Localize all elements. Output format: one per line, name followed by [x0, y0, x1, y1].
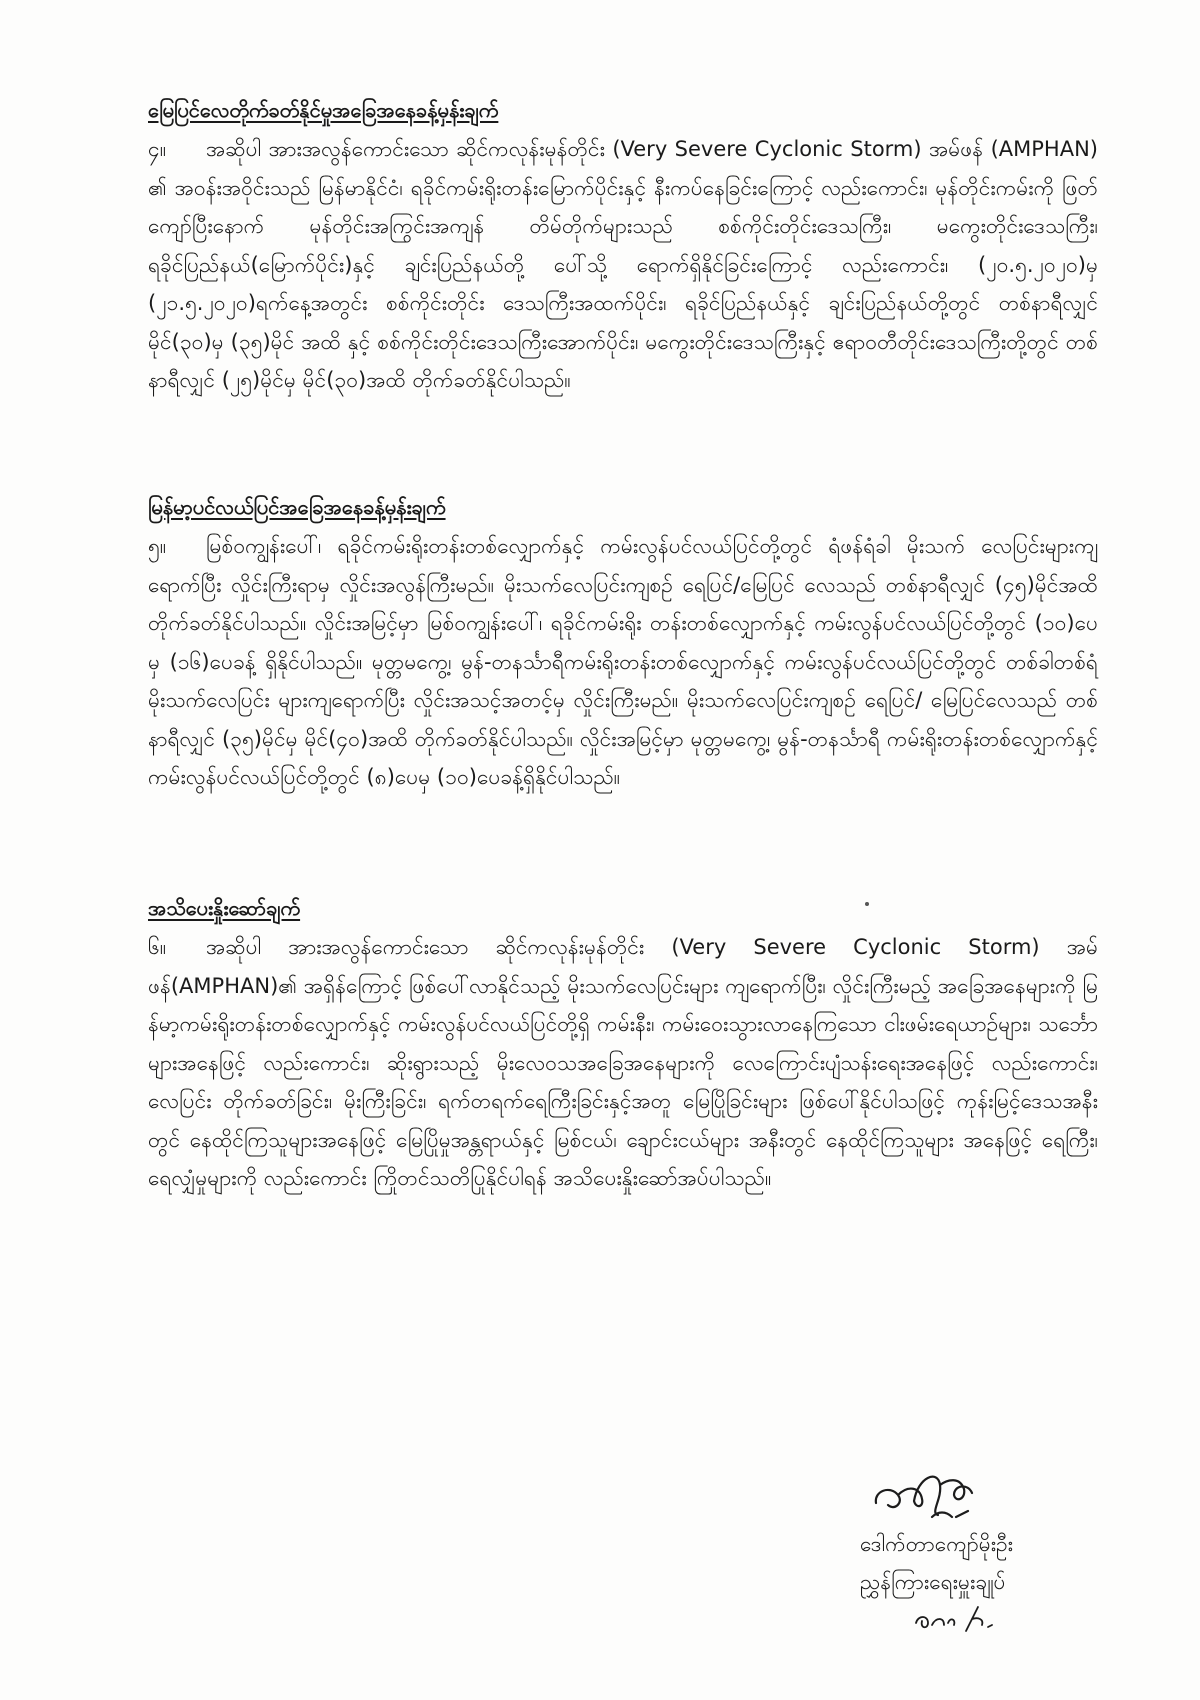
handwritten-signature-icon	[868, 1455, 988, 1525]
paragraph-number: ၅။	[148, 534, 167, 558]
section-paragraph	[148, 527, 1098, 797]
section-paragraph	[148, 130, 1098, 400]
signatory-title: ညွှန်ကြားရေးမှူးချုပ်	[860, 1570, 1006, 1594]
paragraph-text: အဆိုပါ အားအလွန်ကောင်းသော ဆိုင်ကလုန်းမုန်တိုင်း (Very Severe Cyclonic Storm) အမ်ဖန်(AMPHAN)၏ အရှိန်ကြောင့် ဖြစ်ပေါ်လာနိုင်သည့် မိုးသက်လေပြင်းများ ကျရောက်ပြီး၊ လှိုင်းကြီးမည့် အခြေအနေများကို မြန်မာ့ကမ်းရိုးတန်းတစ်လျှောက်နှင့် ကမ်းလွန်ပင်လယ်ပြင်တို့ရှိ ကမ်းနီး၊ ကမ်းဝေးသွားလာနေကြသော ငါးဖမ်းရေယာဉ်များ၊ သင်္ဘောများအနေဖြင့် လည်းကောင်း၊ ဆိုးရွားသည့် မိုးလေဝသအခြေအနေများကို လေကြောင်းပျံသန်းရေးအနေဖြင့် လည်းကောင်း၊ လေပြင်း တိုက်ခတ်ခြင်း၊ မိုးကြီးခြင်း၊ ရက်တရက်ရေကြီးခြင်းနှင့်အတူ မြေပြိုခြင်းများ ဖြစ်ပေါ်နိုင်ပါသဖြင့် ကုန်းမြင့်ဒေသအနီးတွင် နေထိုင်ကြသူများအနေဖြင့် မြေပြိုမှုအန္တရာယ်နှင့် မြစ်ငယ်၊ ချောင်းငယ်များ အနီးတွင် နေထိုင်ကြသူများ အနေဖြင့် ရေကြီး၊ ရေလျှံမှုများကို လည်းကောင်း ကြိုတင်သတိပြုနိုင်ပါရန် အသိပေးနှိုးဆော်အပ်ပါသည်။	[148, 935, 1098, 1190]
section-heading: မြန်မာ့ပင်လယ်ပြင်အခြေအနေခန့်မှန်းချက်	[148, 495, 446, 519]
paragraph-text: အဆိုပါ အားအလွန်ကောင်းသော ဆိုင်ကလုန်းမုန်တိုင်း (Very Severe Cyclonic Storm) အမ်ဖန် (AMPHAN) ၏ အဝန်းအဝိုင်းသည် မြန်မာနိုင်ငံ၊ ရခိုင်ကမ်းရိုးတန်းမြောက်ပိုင်းနှင့် နီးကပ်နေခြင်းကြောင့် လည်းကောင်း၊ မုန်တိုင်းကမ်းကို ဖြတ်ကျော်ပြီးနောက် မုန်တိုင်းအကြွင်းအကျန် တိမ်တိုက်များသည် စစ်ကိုင်းတိုင်းဒေသကြီး၊ မကွေးတိုင်းဒေသကြီး၊ ရခိုင်ပြည်နယ်(မြောက်ပိုင်း)နှင့် ချင်းပြည်နယ်တို့ ပေါ်သို့ ရောက်ရှိနိုင်ခြင်းကြောင့် လည်းကောင်း၊ (၂၀.၅.၂၀၂၀)မှ (၂၁.၅.၂၀၂၀)ရက်နေ့အတွင်း စစ်ကိုင်းတိုင်း ဒေသကြီးအထက်ပိုင်း၊ ရခိုင်ပြည်နယ်နှင့် ချင်းပြည်နယ်တို့တွင် တစ်နာရီလျှင် မိုင်(၃၀)မှ (၃၅)မိုင် အထိ နှင့် စစ်ကိုင်းတိုင်းဒေသကြီးအောက်ပိုင်း၊ မကွေးတိုင်းဒေသကြီးနှင့် ဧရာဝတီတိုင်းဒေသကြီးတို့တွင် တစ်နာရီလျှင် (၂၅)မိုင်မှ မိုင်(၃၀)အထိ တိုက်ခတ်နိုင်ပါသည်။	[148, 137, 1098, 392]
section-sea-condition-forecast	[148, 493, 1098, 797]
section-heading: မြေပြင်လေတိုက်ခတ်နိုင်မှုအခြေအနေခန့်မှန်းချက်	[148, 98, 499, 122]
section-advisory	[148, 894, 1098, 1198]
paragraph-number: ၆။	[148, 935, 167, 959]
handwritten-initials-icon	[912, 1601, 1002, 1635]
signature-block	[860, 1455, 1160, 1635]
paragraph-number: ၄။	[148, 137, 167, 161]
signatory-name: ဒေါက်တာကျော်မိုးဦး	[860, 1532, 1014, 1556]
section-heading: အသိပေးနှိုးဆော်ချက်	[148, 896, 301, 920]
section-surface-wind-forecast	[148, 96, 1098, 400]
scan-speck	[865, 902, 869, 906]
section-paragraph	[148, 928, 1098, 1198]
paragraph-text: မြစ်ဝကျွန်းပေါ်၊ ရခိုင်ကမ်းရိုးတန်းတစ်လျှောက်နှင့် ကမ်းလွန်ပင်လယ်ပြင်တို့တွင် ရံဖန်ရံခါ မိုးသက် လေပြင်းများကျရောက်ပြီး လှိုင်းကြီးရာမှ လှိုင်းအလွန်ကြီးမည်။ မိုးသက်လေပြင်းကျစဉ် ရေပြင်/မြေပြင် လေသည် တစ်နာရီလျှင် (၄၅)မိုင်အထိ တိုက်ခတ်နိုင်ပါသည်။ လှိုင်းအမြင့်မှာ မြစ်ဝကျွန်းပေါ်၊ ရခိုင်ကမ်းရိုး တန်းတစ်လျှောက်နှင့် ကမ်းလွန်ပင်လယ်ပြင်တို့တွင် (၁၀)ပေမှ (၁၆)ပေခန့် ရှိနိုင်ပါသည်။ မုတ္တမကွေ့၊ မွန်-တနင်္သာရီကမ်းရိုးတန်းတစ်လျှောက်နှင့် ကမ်းလွန်ပင်လယ်ပြင်တို့တွင် တစ်ခါတစ်ရံ မိုးသက်လေပြင်း များကျရောက်ပြီး လှိုင်းအသင့်အတင့်မှ လှိုင်းကြီးမည်။ မိုးသက်လေပြင်းကျစဉ် ရေပြင်/ မြေပြင်လေသည် တစ်နာရီလျှင် (၃၅)မိုင်မှ မိုင်(၄၀)အထိ တိုက်ခတ်နိုင်ပါသည်။ လှိုင်းအမြင့်မှာ မုတ္တမကွေ့၊ မွန်-တနင်္သာရီ ကမ်းရိုးတန်းတစ်လျှောက်နှင့် ကမ်းလွန်ပင်လယ်ပြင်တို့တွင် (၈)ပေမှ (၁၀)ပေခန့်ရှိနိုင်ပါသည်။	[148, 534, 1098, 789]
